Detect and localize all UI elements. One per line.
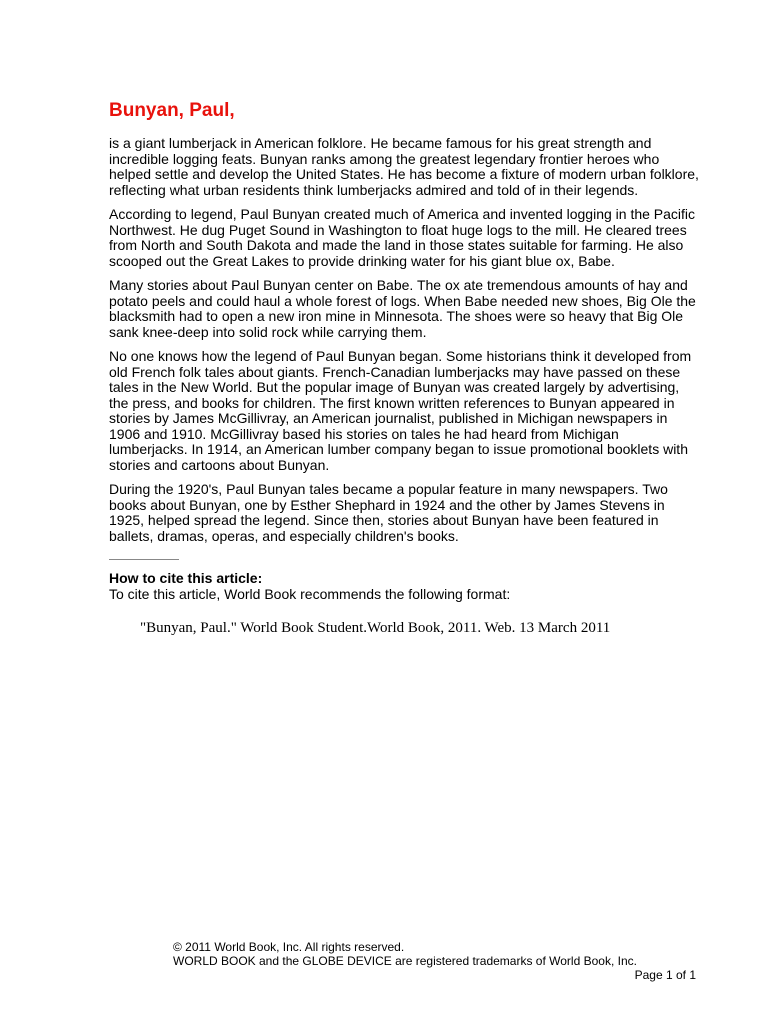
citation-heading: How to cite this article: (109, 570, 263, 586)
article-paragraph-2: According to legend, Paul Bunyan created much of America and invented logging in the Pacific Northwest. He dug Puget Sound in Washington to float huge logs to the mill. He cleared trees from North and South Dakota and made the land in those states suitable for farming. He also scooped out the Great Lakes to provide drinking water for his giant blue ox, Babe. (109, 206, 696, 269)
article-title: Bunyan, Paul, (109, 100, 235, 121)
article-paragraph-1: is a giant lumberjack in American folklore. He became famous for his great strength and incredible logging feats. Bunyan ranks among the greatest legendary frontier heroes who helped settle and develop the United States. He has become a fixture of modern urban folklore, reflecting what urban residents think lumberjacks admired and told of in their legends. (109, 135, 699, 198)
page-number: Page 1 of 1 (634, 968, 696, 982)
page-footer (173, 940, 696, 982)
section-divider (109, 559, 179, 560)
article-paragraph-3: Many stories about Paul Bunyan center on Babe. The ox ate tremendous amounts of hay and potato peels and could haul a whole forest of logs. When Babe needed new shoes, Big Ole the blacksmith had to open a new iron mine in Minnesota. The shoes were so heavy that Big Ole sank knee-deep into solid rock while carrying them. (109, 277, 696, 340)
article-paragraph-5: During the 1920's, Paul Bunyan tales became a popular feature in many newspapers. Two books about Bunyan, one by Esther Shephard in 1924 and the other by James Stevens in 1925, helped spread the legend. Since then, stories about Bunyan have been featured in ballets, dramas, operas, and especially children's books. (109, 481, 668, 544)
citation-intro: To cite this article, World Book recommends the following format: (109, 585, 511, 602)
article (109, 100, 699, 637)
trademark-notice: WORLD BOOK and the GLOBE DEVICE are registered trademarks of World Book, Inc. (173, 954, 637, 968)
citation-text: "Bunyan, Paul." World Book Student.World Book, 2011. Web. 13 March 2011 (140, 620, 611, 636)
article-paragraph-4: No one knows how the legend of Paul Bunyan began. Some historians think it developed from old French folk tales about giants. French-Canadian lumberjacks may have passed on these tales in the New World. But the popular image of Bunyan was created largely by advertising, the press, and books for children. The first known written references to Bunyan appeared in stories by James McGillivray, an American journalist, published in Michigan newspapers in 1906 and 1910. McGillivray based his stories on tales he had heard from Michigan lumberjacks. In 1914, an American lumber company began to issue promotional booklets with stories and cartoons about Bunyan. (109, 348, 692, 473)
copyright-notice: © 2011 World Book, Inc. All rights reserved. (173, 940, 405, 954)
